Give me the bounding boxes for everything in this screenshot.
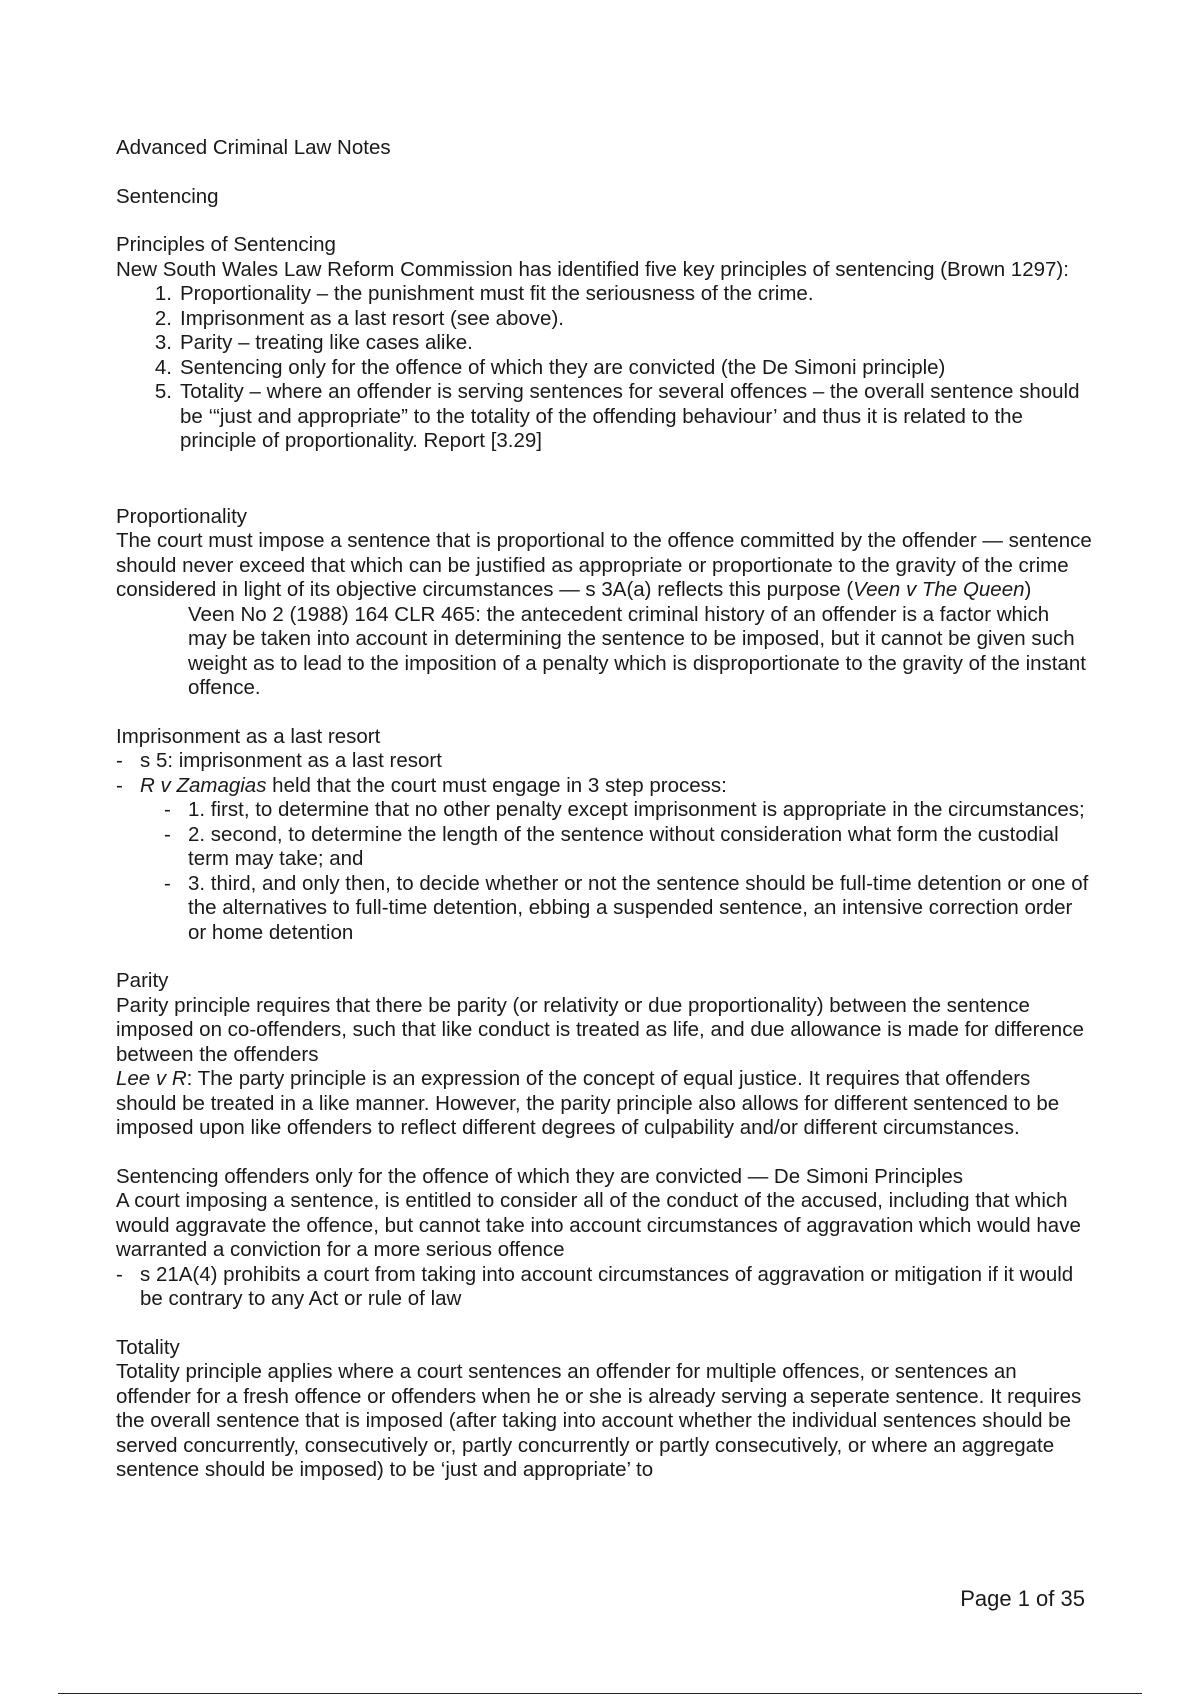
list-item: - s 21A(4) prohibits a court from taking into account circumstances of aggravation or mitigation if it would be contrary to any Act or rule of law	[116, 1262, 1074, 1310]
list-item: - R v Zamagias held that the court must engage in 3 step process:	[116, 773, 727, 797]
proportionality-body: The court must impose a sentence that is proportional to the offence committed by the offender — sentence should never exceed that which can be justified as appropriate or proportionate to the gravity of the crime considered in light of its objective circumstances — s 3A(a) reflects this purpose (Veen v The Queen)	[116, 529, 1092, 601]
parity-heading: Parity	[116, 969, 169, 992]
case-citation: Veen v The Queen	[853, 578, 1025, 601]
list-item: 5. Totality – where an offender is serving sentences for several offences – the overall sentence should be ‘“just and appropriate” to the totality of the offending behaviour’ and thus it is related to the principle of proportionality. Report [3.29]	[154, 380, 1080, 452]
proportionality-heading: Proportionality	[116, 504, 248, 528]
list-item: - s 5: imprisonment as a last resort	[116, 749, 442, 772]
parity-case: Lee v R: The party principle is an expression of the concept of equal justice. It requires that offenders should be treated in a like manner. However, the parity principle also allows for different sentenced to be imposed upon like offenders to reflect different degrees of culpability and/or different circumstances.	[116, 1067, 1060, 1139]
list-item: 1. Proportionality – the punishment must fit the seriousness of the crime.	[154, 282, 814, 305]
principles-intro: New South Wales Law Reform Commission has identified five key principles of sentencing (Brown 1297):	[116, 257, 1069, 281]
section-heading: Sentencing	[116, 184, 219, 208]
page-number: Page 1 of 35	[960, 1586, 1085, 1611]
imprisonment-heading: Imprisonment as a last resort	[116, 724, 381, 748]
list-item: - 2. second, to determine the length of the sentence without consideration what form the custodial term may take; and	[164, 822, 1059, 870]
document-page	[116, 136, 1092, 1483]
list-item: 4. Sentencing only for the offence of which they are convicted (the De Simoni principle)	[154, 355, 946, 379]
principles-heading: Principles of Sentencing	[116, 233, 336, 256]
list-item: 3. Parity – treating like cases alike.	[154, 331, 473, 354]
veen-quote: Veen No 2 (1988) 164 CLR 465: the antecedent criminal history of an offender is a factor which may be taken into account in determining the sentence to be imposed, but it cannot be given such weight as to lead to the imposition of a penalty which is disproportionate to the gravity of the instant offence.	[188, 602, 1086, 699]
list-item: 2. Imprisonment as a last resort (see above).	[154, 306, 564, 330]
desimoni-body: A court imposing a sentence, is entitled to consider all of the conduct of the accused, including that which would aggravate the offence, but cannot take into account circumstances of aggravation which would have warranted a conviction for a more serious offence	[116, 1189, 1081, 1261]
case-citation: Lee v R	[116, 1067, 187, 1090]
footer-divider	[58, 1693, 1142, 1694]
list-item: - 3. third, and only then, to decide whether or not the sentence should be full-time detention or one of the alternatives to full-time detention, ebbing a suspended sentence, an intensive correction order or home detention	[164, 871, 1089, 944]
case-citation: R v Zamagias	[140, 773, 267, 797]
document-title: Advanced Criminal Law Notes	[116, 136, 391, 159]
totality-body: Totality principle applies where a court sentences an offender for multiple offences, or sentences an offender for a fresh offence or offenders when he or she is already serving a seperate sentence. It requires the overall sentence that is imposed (after taking into account whether the individual sentences should be served concurrently, consecutively or, partly concurrently or partly consecutively, or where an aggregate sentence should be imposed) to be ‘just and appropriate’ to	[116, 1360, 1082, 1481]
list-item: - 1. first, to determine that no other penalty except imprisonment is appropriate in the circumstances;	[164, 798, 1085, 821]
desimoni-heading: Sentencing offenders only for the offence of which they are convicted — De Simoni Principles	[116, 1164, 964, 1188]
totality-heading: Totality	[116, 1335, 180, 1359]
parity-body: Parity principle requires that there be parity (or relativity or due proportionality) between the sentence imposed on co-offenders, such that like conduct is treated as life, and due allowance is made for difference between the offenders	[116, 993, 1084, 1066]
principles-list	[116, 282, 1092, 454]
